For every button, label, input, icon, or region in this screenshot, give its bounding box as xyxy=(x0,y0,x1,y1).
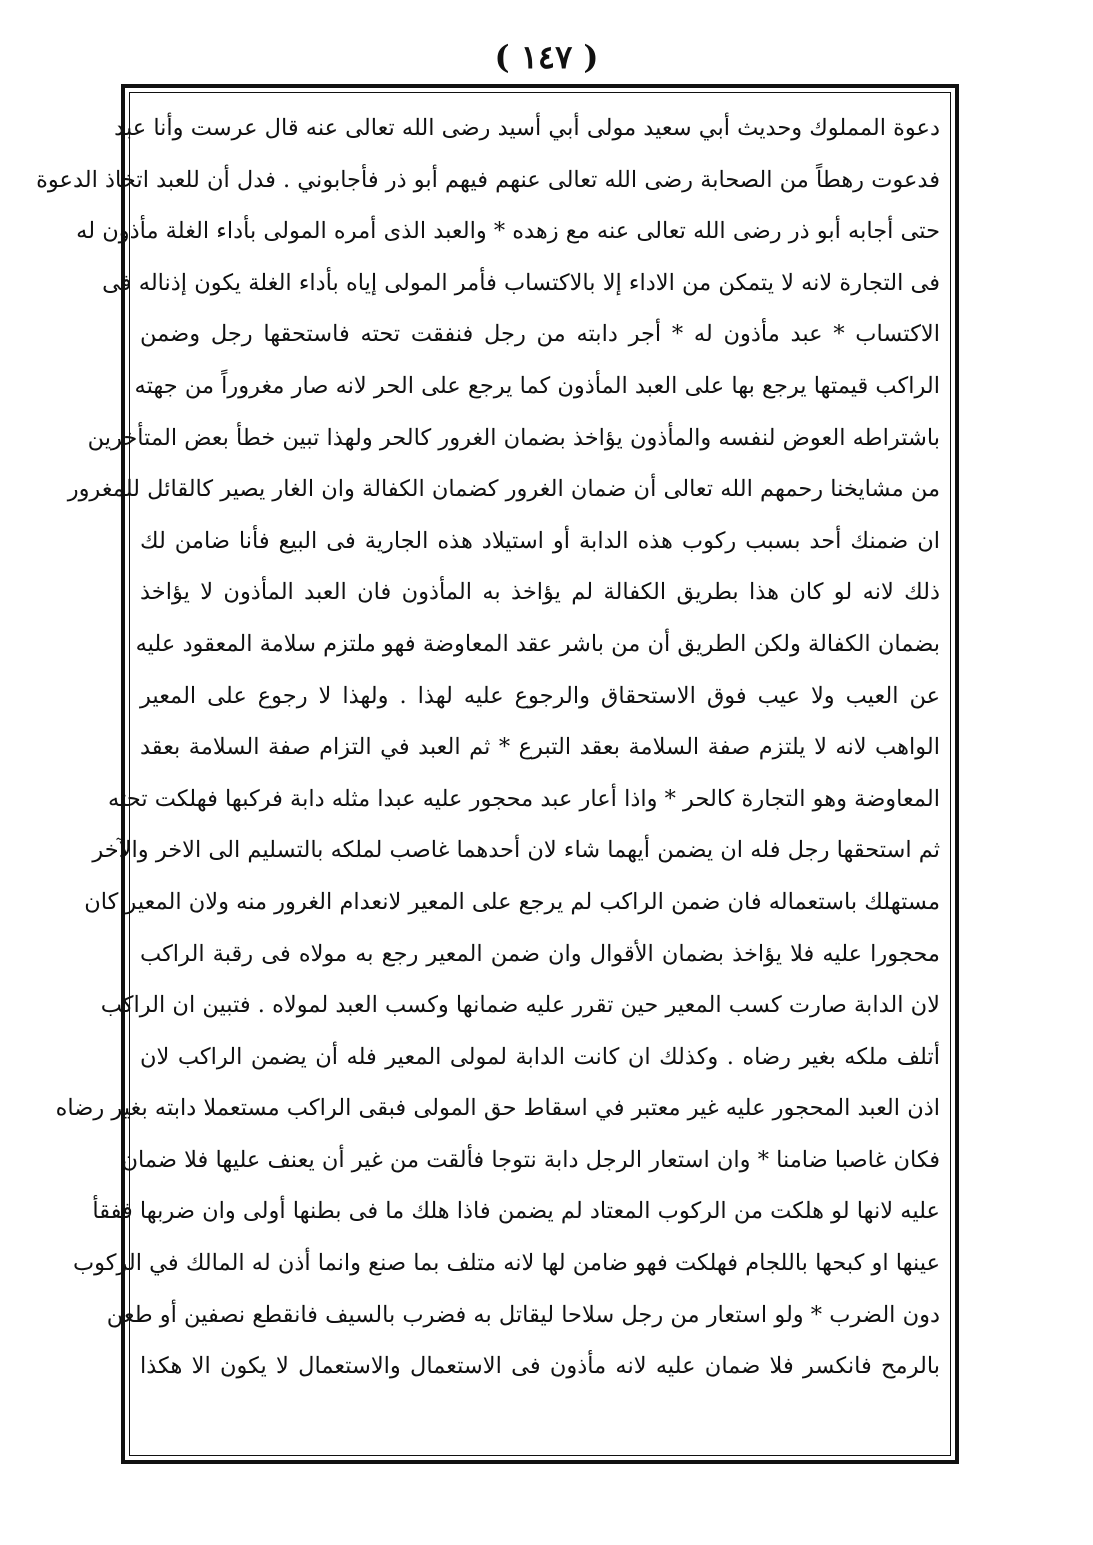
text-line: باشتراطه العوض لنفسه والمأذون يؤاخذ بضمان الغرور كالحر ولهذا تبين خطأ بعض المتأخرين xyxy=(87,424,940,451)
text-line: فدعوت رهطاً من الصحابة رضى الله تعالى عنهم فيهم أبو ذر فأجابوني . فدل أن للعبد اتخاذ الدعوة xyxy=(36,166,940,193)
text-line: فى التجارة لانه لا يتمكن من الاداء إلا بالاكتساب فأمر المولى إياه بأداء الغلة يكون إذناله فى xyxy=(102,269,940,296)
text-line: عن العيب ولا عيب فوق الاستحقاق والرجوع عليه لهذا . ولهذا لا رجوع على المعير xyxy=(140,682,940,709)
text-line: لان الدابة صارت كسب المعير حين تقرر عليه ضمانها وكسب العبد لمولاه . فتبين ان الراكب xyxy=(100,992,940,1019)
text-line: مستهلك باستعماله فان ضمن الراكب لم يرجع على المعير لانعدام الغرور منه ولان المعير كان xyxy=(84,888,940,915)
page-number: ( ١٤٧ ) xyxy=(494,38,599,76)
text-line: محجورا عليه فلا يؤاخذ بضمان الأقوال وان ضمن المعير رجع به مولاه فى رقبة الراكب xyxy=(140,940,940,967)
text-line: دعوة المملوك وحديث أبي سعيد مولى أبي أسيد رضى الله تعالى عنه قال عرست وأنا عبد xyxy=(114,115,940,141)
text-line: الاكتساب * عبد مأذون له * أجر دابته من رجل فنفقت تحته فاستحقها رجل وضمن xyxy=(140,321,940,348)
text-line: بضمان الكفالة ولكن الطريق أن من باشر عقد المعاوضة فهو ملتزم سلامة المعقود عليه xyxy=(135,630,940,657)
text-line: المعاوضة وهو التجارة كالحر * واذا أعار عبد محجور عليه عبدا مثله دابة فركبها فهلكت تحته xyxy=(107,785,940,812)
text-line: فكان غاصبا ضامنا * وان استعار الرجل دابة نتوجا فألقت من غير أن يعنف عليها فلا ضمان xyxy=(121,1146,940,1173)
text-line: عينها او كبحها باللجام فهلكت فهو ضامن لها لانه متلف بما صنع وانما أذن له المالك في الركوب xyxy=(72,1250,940,1277)
text-line: اذن العبد المحجور عليه غير معتبر في اسقاط حق المولى فبقى الراكب مستعملا دابته بغير رضاه xyxy=(55,1095,940,1122)
text-line: حتى أجابه أبو ذر رضى الله تعالى عنه مع زهده * والعبد الذى أمره المولى بأداء الغلة مأذون له xyxy=(76,218,940,245)
text-line: الراكب قيمتها يرجع بها على العبد المأذون كما يرجع على الحر لانه صار مغروراً من جهته xyxy=(134,372,940,399)
text-line: من مشايخنا رحمهم الله تعالى أن ضمان الغرور كضمان الكفالة وان الغار يصير كالقائل للمغرور xyxy=(67,476,940,503)
text-line: أتلف ملكه بغير رضاه . وكذلك ان كانت الدابة لمولى المعير فله أن يضمن الراكب لان xyxy=(140,1043,940,1070)
text-line: ان ضمنك أحد بسبب ركوب هذه الدابة أو استيلاد هذه الجارية فى البيع فأنا ضامن لك xyxy=(140,527,940,554)
text-body xyxy=(36,103,940,1393)
page-frame xyxy=(36,84,959,1464)
page-frame-inner-border xyxy=(36,92,951,1456)
text-line: الواهب لانه لا يلتزم صفة السلامة بعقد التبرع * ثم العبد في التزام صفة السلامة بعقد xyxy=(140,734,940,761)
text-line: عليه لانها لو هلكت من الركوب المعتاد لم يضمن فاذا هلك ما فى بطنها أولى وان ضربها ففقأ xyxy=(92,1198,940,1225)
text-line: دون الضرب * ولو استعار من رجل سلاحا ليقاتل به فضرب بالسيف فانقطع نصفين أو طعن xyxy=(106,1301,940,1328)
text-line: بالرمح فانكسر فلا ضمان عليه لانه مأذون فى الاستعمال والاستعمال لا يكون الا هكذا xyxy=(140,1353,940,1380)
text-line: ذلك لانه لو كان هذا بطريق الكفالة لم يؤاخذ به المأذون فان العبد المأذون لا يؤاخذ xyxy=(140,579,940,606)
text-line: ثم استحقها رجل فله ان يضمن أيهما شاء لان أحدهما غاصب لملكه بالتسليم الى الاخر والآخر xyxy=(92,837,940,864)
